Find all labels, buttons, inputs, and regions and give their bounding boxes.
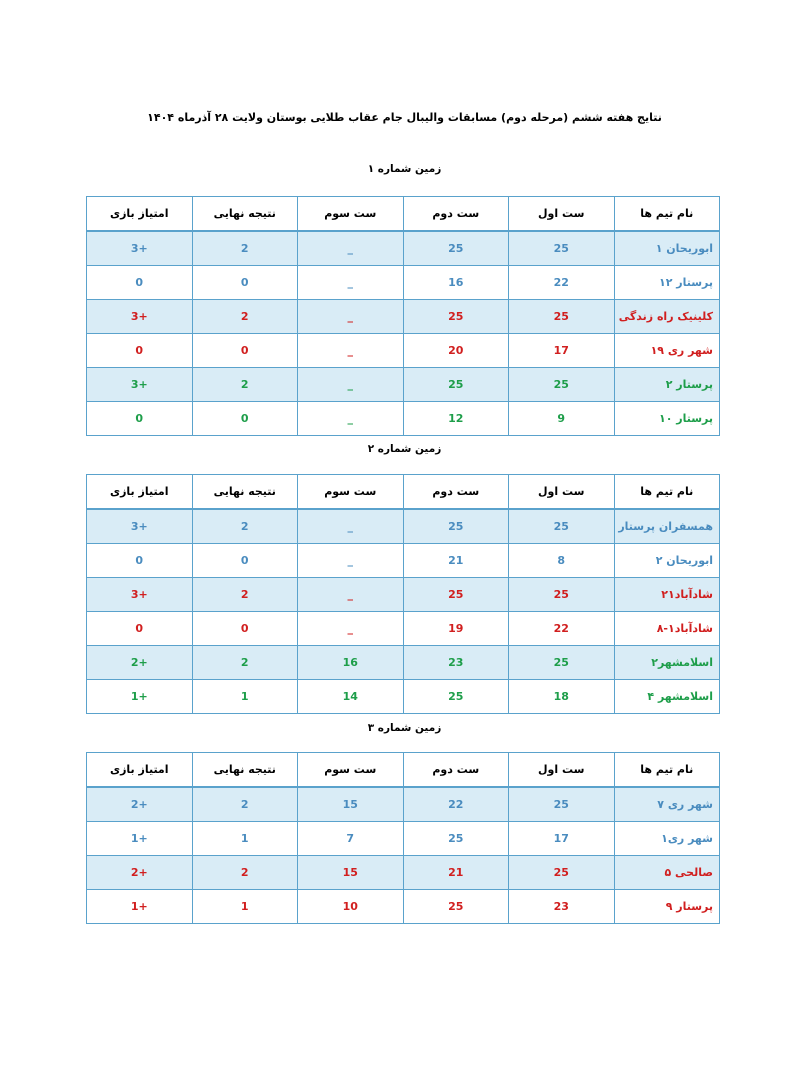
set3-score: _ <box>298 231 404 266</box>
set2-score: 25 <box>403 231 509 266</box>
header-set3: ست سوم <box>298 197 404 232</box>
table-row <box>87 822 720 856</box>
team-name: پرستار ۱۲ <box>614 266 720 300</box>
game-points: 0 <box>87 544 193 578</box>
final-result: 2 <box>192 231 298 266</box>
set3-score: 16 <box>298 646 404 680</box>
set3-score: _ <box>298 334 404 368</box>
final-result: 1 <box>192 680 298 714</box>
header-team: نام تیم ها <box>614 197 720 232</box>
team-name: پرستار ۹ <box>614 890 720 924</box>
team-name: شهر ری ۷ <box>614 787 720 822</box>
team-name: پرستار ۲ <box>614 368 720 402</box>
game-points: 0 <box>87 402 193 436</box>
team-name: صالحی ۵ <box>614 856 720 890</box>
header-final: نتیجه نهایی <box>192 197 298 232</box>
header-set1: ست اول <box>509 753 615 788</box>
team-name: شادآباد۱-۸ <box>614 612 720 646</box>
table-row <box>87 300 720 334</box>
game-points: +1 <box>87 680 193 714</box>
game-points: +3 <box>87 300 193 334</box>
set2-score: 23 <box>403 646 509 680</box>
table-row <box>87 368 720 402</box>
final-result: 2 <box>192 646 298 680</box>
game-points: +2 <box>87 856 193 890</box>
set3-score: _ <box>298 402 404 436</box>
results-table-court-2 <box>86 474 720 714</box>
set2-score: 25 <box>403 822 509 856</box>
header-team: نام تیم ها <box>614 475 720 510</box>
table-row <box>87 266 720 300</box>
header-team: نام تیم ها <box>614 753 720 788</box>
set3-score: 15 <box>298 856 404 890</box>
table-header-row <box>87 753 720 788</box>
final-result: 0 <box>192 612 298 646</box>
set1-score: 25 <box>509 578 615 612</box>
team-name: شادآباد۲۱ <box>614 578 720 612</box>
section-label-court-2: زمین شماره ۲ <box>367 443 442 455</box>
set2-score: 20 <box>403 334 509 368</box>
team-name: همسفران پرستار <box>614 509 720 544</box>
final-result: 2 <box>192 300 298 334</box>
team-name: ابوریحان ۱ <box>614 231 720 266</box>
page-title: نتایج هفته ششم (مرحله دوم) مسابقات والیبال جام عقاب طلایی بوستان ولایت ۲۸ آذرماه ۱۴۰۴ <box>147 111 662 124</box>
game-points: 0 <box>87 334 193 368</box>
team-name: کلینیک راه زندگی <box>614 300 720 334</box>
game-points: +3 <box>87 368 193 402</box>
set1-score: 25 <box>509 509 615 544</box>
team-name: پرستار ۱۰ <box>614 402 720 436</box>
table-row <box>87 680 720 714</box>
header-points: امتیاز بازی <box>87 475 193 510</box>
set1-score: 25 <box>509 368 615 402</box>
set3-score: 10 <box>298 890 404 924</box>
final-result: 0 <box>192 402 298 436</box>
team-name: شهر ری۱ <box>614 822 720 856</box>
table-row <box>87 231 720 266</box>
final-result: 2 <box>192 368 298 402</box>
final-result: 2 <box>192 856 298 890</box>
set2-score: 21 <box>403 544 509 578</box>
final-result: 2 <box>192 578 298 612</box>
set2-score: 19 <box>403 612 509 646</box>
game-points: 0 <box>87 266 193 300</box>
game-points: +3 <box>87 509 193 544</box>
set1-score: 17 <box>509 822 615 856</box>
table-row <box>87 334 720 368</box>
set1-score: 9 <box>509 402 615 436</box>
header-final: نتیجه نهایی <box>192 475 298 510</box>
set1-score: 18 <box>509 680 615 714</box>
header-final: نتیجه نهایی <box>192 753 298 788</box>
table-header-row <box>87 197 720 232</box>
set2-score: 16 <box>403 266 509 300</box>
set2-score: 22 <box>403 787 509 822</box>
header-points: امتیاز بازی <box>87 197 193 232</box>
section-label-court-1: زمین شماره ۱ <box>367 163 442 175</box>
table-row <box>87 787 720 822</box>
set1-score: 25 <box>509 300 615 334</box>
set1-score: 22 <box>509 266 615 300</box>
table-row <box>87 402 720 436</box>
final-result: 1 <box>192 890 298 924</box>
final-result: 1 <box>192 822 298 856</box>
game-points: +3 <box>87 231 193 266</box>
header-points: امتیاز بازی <box>87 753 193 788</box>
set3-score: 7 <box>298 822 404 856</box>
set1-score: 17 <box>509 334 615 368</box>
team-name: ابوریحان ۲ <box>614 544 720 578</box>
set2-score: 25 <box>403 300 509 334</box>
final-result: 0 <box>192 544 298 578</box>
team-name: شهر ری ۱۹ <box>614 334 720 368</box>
set3-score: _ <box>298 544 404 578</box>
set1-score: 25 <box>509 646 615 680</box>
table-row <box>87 509 720 544</box>
table-header-row <box>87 475 720 510</box>
set2-score: 12 <box>403 402 509 436</box>
set1-score: 25 <box>509 231 615 266</box>
table-row <box>87 578 720 612</box>
header-set3: ست سوم <box>298 753 404 788</box>
game-points: +2 <box>87 787 193 822</box>
game-points: +1 <box>87 822 193 856</box>
header-set2: ست دوم <box>403 475 509 510</box>
set3-score: _ <box>298 266 404 300</box>
final-result: 0 <box>192 334 298 368</box>
set3-score: _ <box>298 578 404 612</box>
table-row <box>87 890 720 924</box>
final-result: 2 <box>192 787 298 822</box>
game-points: 0 <box>87 612 193 646</box>
header-set3: ست سوم <box>298 475 404 510</box>
set3-score: _ <box>298 300 404 334</box>
set1-score: 8 <box>509 544 615 578</box>
results-table-court-1 <box>86 196 720 436</box>
header-set1: ست اول <box>509 197 615 232</box>
table-row <box>87 646 720 680</box>
set2-score: 25 <box>403 368 509 402</box>
set2-score: 25 <box>403 680 509 714</box>
header-set2: ست دوم <box>403 197 509 232</box>
final-result: 0 <box>192 266 298 300</box>
header-set2: ست دوم <box>403 753 509 788</box>
game-points: +2 <box>87 646 193 680</box>
set1-score: 23 <box>509 890 615 924</box>
section-label-court-3: زمین شماره ۳ <box>367 722 442 734</box>
game-points: +3 <box>87 578 193 612</box>
set2-score: 25 <box>403 578 509 612</box>
table-row <box>87 856 720 890</box>
final-result: 2 <box>192 509 298 544</box>
set2-score: 25 <box>403 509 509 544</box>
table-row <box>87 544 720 578</box>
header-set1: ست اول <box>509 475 615 510</box>
set3-score: _ <box>298 368 404 402</box>
set2-score: 21 <box>403 856 509 890</box>
set3-score: 14 <box>298 680 404 714</box>
results-table-court-3 <box>86 752 720 924</box>
set1-score: 25 <box>509 787 615 822</box>
team-name: اسلامشهر۲ <box>614 646 720 680</box>
set1-score: 25 <box>509 856 615 890</box>
team-name: اسلامشهر ۴ <box>614 680 720 714</box>
set1-score: 22 <box>509 612 615 646</box>
game-points: +1 <box>87 890 193 924</box>
set2-score: 25 <box>403 890 509 924</box>
set3-score: _ <box>298 612 404 646</box>
set3-score: 15 <box>298 787 404 822</box>
set3-score: _ <box>298 509 404 544</box>
table-row <box>87 612 720 646</box>
